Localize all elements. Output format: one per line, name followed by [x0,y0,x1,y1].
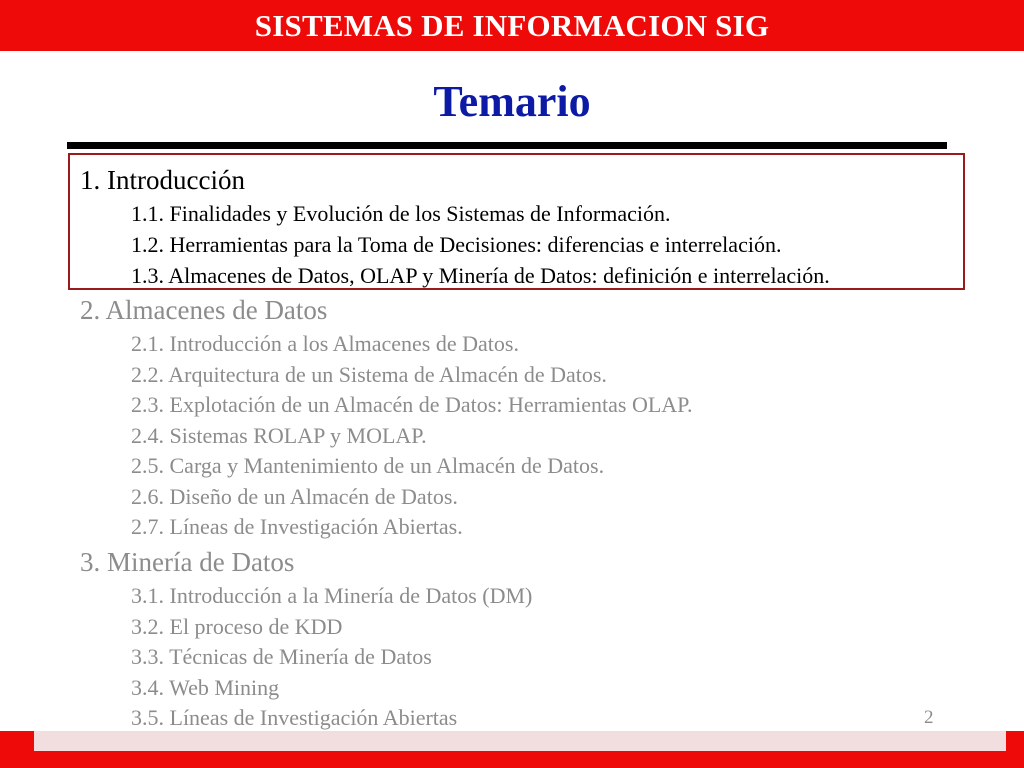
list-item: 2.3. Explotación de un Almacén de Datos: Herramientas OLAP. [131,392,693,417]
list-item: 2.4. Sistemas ROLAP y MOLAP. [131,423,427,448]
list-item: 2.2. Arquitectura de un Sistema de Almacén de Datos. [131,362,607,387]
section-title-almacenes: 2. Almacenes de Datos [80,295,328,325]
list-item: 2.6. Diseño de un Almacén de Datos. [131,484,458,509]
page-number: 2 [924,707,934,728]
header-bar [0,0,1024,51]
slide-title: Temario [433,77,591,126]
list-item: 2.1. Introducción a los Almacenes de Datos. [131,331,519,356]
list-item: 1.1. Finalidades y Evolución de los Sistemas de Información. [131,201,671,226]
header-title: SISTEMAS DE INFORMACION SIG [254,7,770,43]
list-item: 2.5. Carga y Mantenimiento de un Almacén de Datos. [131,453,605,478]
footer-inner-band [34,731,1006,751]
list-item: 2.7. Líneas de Investigación Abiertas. [131,514,463,539]
title-divider [67,142,947,149]
section-title-introduccion: 1. Introducción [80,165,245,195]
list-item: 1.3. Almacenes de Datos, OLAP y Minería de Datos: definición e interrelación. [131,263,830,288]
list-item: 3.1. Introducción a la Minería de Datos (DM) [131,583,533,608]
list-item: 3.5. Líneas de Investigación Abiertas [131,705,458,730]
section-title-mineria: 3. Minería de Datos [80,547,295,577]
list-item: 3.3. Técnicas de Minería de Datos [131,644,432,669]
list-item: 3.2. El proceso de KDD [131,614,343,639]
list-item: 1.2. Herramientas para la Toma de Decisiones: diferencias e interrelación. [131,232,782,257]
list-item: 3.4. Web Mining [131,675,280,700]
